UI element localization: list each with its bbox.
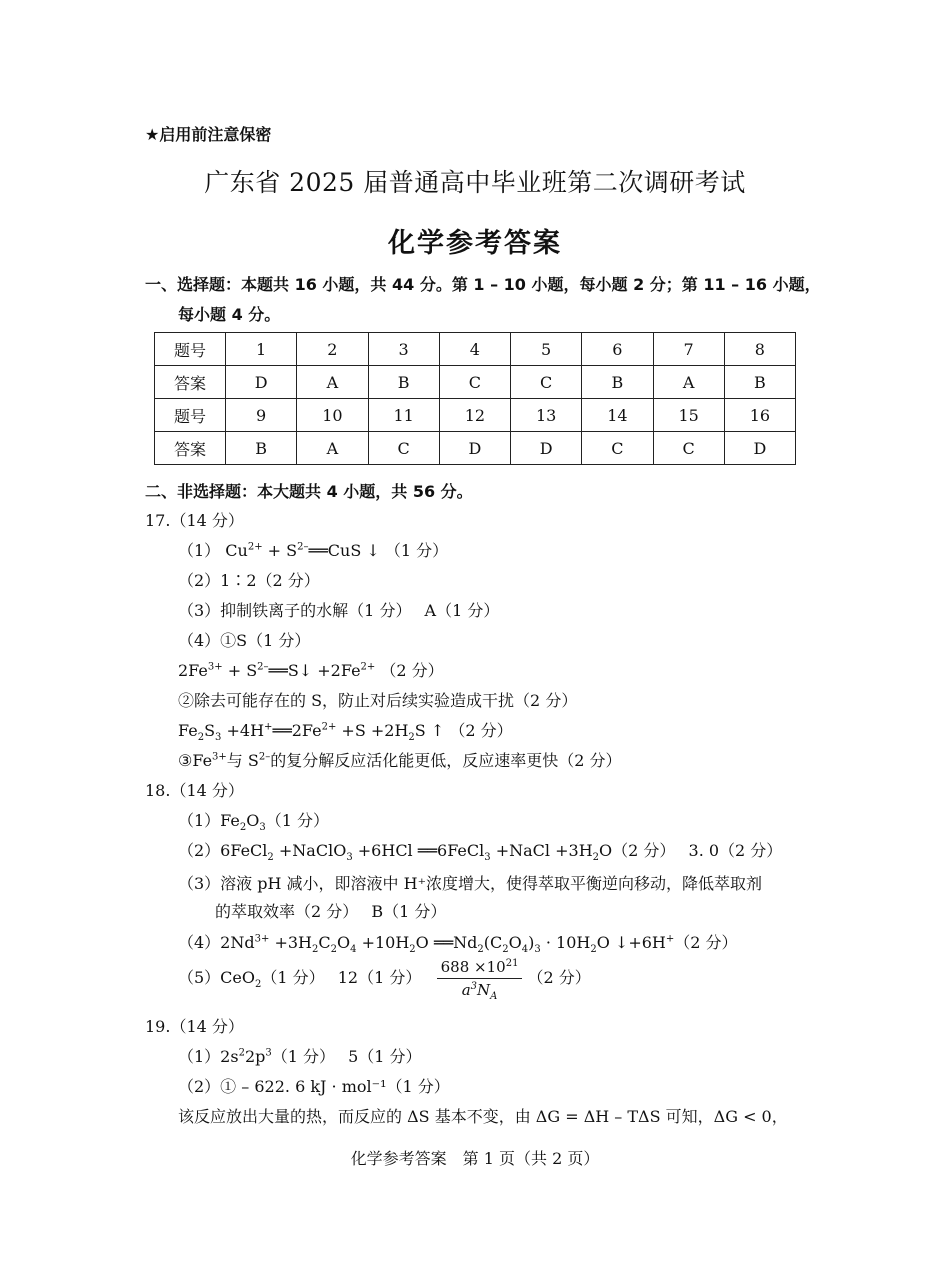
q17-part4-d-text: 的复分解反应活化能更低，反应速率更快（2 分） [270, 751, 622, 770]
table-cell: 14 [582, 399, 653, 432]
q18-head: 18.（14 分） [145, 781, 244, 800]
table-cell: B [582, 366, 653, 399]
table-cell: 12 [439, 399, 510, 432]
q17-head: 17.（14 分） [145, 511, 244, 530]
q17-part3: （3）抑制铁离子的水解（1 分） A（1 分） [178, 601, 500, 620]
table-cell: 11 [368, 399, 439, 432]
table-cell: 6 [582, 333, 653, 366]
page-subtitle: 化学参考答案 [388, 228, 562, 259]
table-cell: 1 [226, 333, 297, 366]
table-cell: 4 [439, 333, 510, 366]
q17-part1-score: （1 分） [384, 541, 449, 560]
q19-part1-score: （1 分） 5（1 分） [271, 1047, 422, 1066]
q19-head: 19.（14 分） [145, 1017, 244, 1036]
table-cell: C [653, 432, 724, 465]
q17-part1-label: （1） [178, 541, 221, 560]
table-cell: D [439, 432, 510, 465]
table-cell: 8 [724, 333, 795, 366]
density-fraction: $\frac{688 \times 10^{21}}{a^3N_A}$ [437, 958, 523, 999]
table-cell: 7 [653, 333, 724, 366]
table-cell: 16 [724, 399, 795, 432]
q17-part1: （1） $Cu^{2+}$ + $S^{2-}══CuS$ ↓ （1 分） [178, 541, 449, 560]
q17-part4-equation: $2Fe^{3+}$ + $S^{2-}══S↓ +2Fe^{2+}$ （2 分） [178, 661, 444, 680]
table-cell: 2 [297, 333, 368, 366]
q18-part3-a: （3）溶液 pH 减小，即溶液中 H⁺浓度增大，使得萃取平衡逆向移动，降低萃取剂 [178, 874, 763, 893]
q17-part4-c-score: （2 分） [449, 721, 513, 740]
table-row-numbers-1 [155, 333, 796, 366]
table-cell: B [724, 366, 795, 399]
table-row-numbers-2 [155, 399, 796, 432]
q17-part2: （2）1∶2（2 分） [178, 571, 320, 590]
table-cell: B [368, 366, 439, 399]
table-row-answers-2 [155, 432, 796, 465]
q18-part2: （2）6FeCl$_2$ +NaClO$_3$ +6HCl ══6FeCl$_3$ +NaCl $+3H_2O(2$ 分） 3. 0（2 分） [178, 841, 783, 864]
q18-part3-b: 的萃取效率（2 分） B（1 分） [215, 902, 447, 921]
exam-title: 广东省 2025 届普通高中毕业班第二次调研考试 [204, 168, 746, 197]
table-row-answers-1 [155, 366, 796, 399]
q17-part4-c: $Fe_2S_3$ $+4H^+══2Fe^{2+} +S +2H_2S$ ↑ （2 分） [178, 721, 513, 744]
table-cell: D [724, 432, 795, 465]
q18-part4-score: （2 分） [674, 933, 738, 952]
table-cell: B [226, 432, 297, 465]
q17-part4-d: $③Fe^{3+}$与 $S^{2-}$的复分解反应活化能更低，反应速率更快（2 分） [178, 751, 622, 770]
section2-heading: 二、非选择题：本大题共 4 小题，共 56 分。 [145, 482, 473, 501]
q18-part4: $(4)2Nd^{3+} +3H_2C_2O_4 +10H_2O$ $══Nd_2(C_2O_4)_3 \cdot 10H_2O$ ↓+6H+（2 分） [178, 933, 738, 956]
table-cell: 3 [368, 333, 439, 366]
table-cell: 13 [511, 399, 582, 432]
table-cell: A [297, 432, 368, 465]
q18-part5-score: （2 分） [527, 968, 591, 987]
table-label-answer: 答案 [155, 432, 226, 465]
page-footer: 化学参考答案 第 1 页（共 2 页） [350, 1149, 600, 1168]
q18-part2-score: （2 分） 3. 0（2 分） [612, 841, 783, 860]
table-cell: A [653, 366, 724, 399]
q18-part1-score: （1 分） [265, 811, 330, 830]
q17-part4: （4）①S（1 分） [178, 631, 311, 650]
table-label-answer: 答案 [155, 366, 226, 399]
q18-part5: （5）CeO$_2$（1 分） 12（1 分） $\frac{688 \times 10^{21}}{a^3N_A}$ （2 分） [178, 958, 591, 1002]
table-cell: C [439, 366, 510, 399]
q19-part1: $(1)2s^22p^3(1$ 分） 5（1 分） [178, 1047, 422, 1066]
table-cell: C [368, 432, 439, 465]
q17-part4-b: ②除去可能存在的 S，防止对后续实验造成干扰（2 分） [178, 691, 578, 710]
q19-part2: （2）① – 622. 6 kJ · mol⁻¹（1 分） [178, 1077, 450, 1096]
table-cell: C [582, 432, 653, 465]
q18-part5-mid: （1 分） 12（1 分） [261, 968, 422, 987]
table-label-no: 题号 [155, 399, 226, 432]
answer-table [154, 332, 796, 465]
table-cell: C [511, 366, 582, 399]
q19-part2-explanation: 该反应放出大量的热，而反应的 ΔS 基本不变，由 ΔG = ΔH – TΔS 可知，ΔG < 0， [178, 1107, 788, 1126]
table-cell: D [226, 366, 297, 399]
table-label-no: 题号 [155, 333, 226, 366]
table-cell: 10 [297, 399, 368, 432]
section1-line2: 每小题 4 分。 [178, 305, 281, 324]
table-cell: A [297, 366, 368, 399]
table-cell: 5 [511, 333, 582, 366]
q17-part4-score: （2 分） [380, 661, 444, 680]
section1-line1: 一、选择题：本题共 16 小题，共 44 分。第 1 – 10 小题，每小题 2 分；第 11 – 16 小题， [145, 275, 821, 294]
confidential-mark: ★启用前注意保密 [145, 125, 272, 144]
q18-part1: $(1)Fe_2O_3(1$ 分） [178, 811, 330, 834]
table-cell: 15 [653, 399, 724, 432]
table-cell: 9 [226, 399, 297, 432]
table-cell: D [511, 432, 582, 465]
